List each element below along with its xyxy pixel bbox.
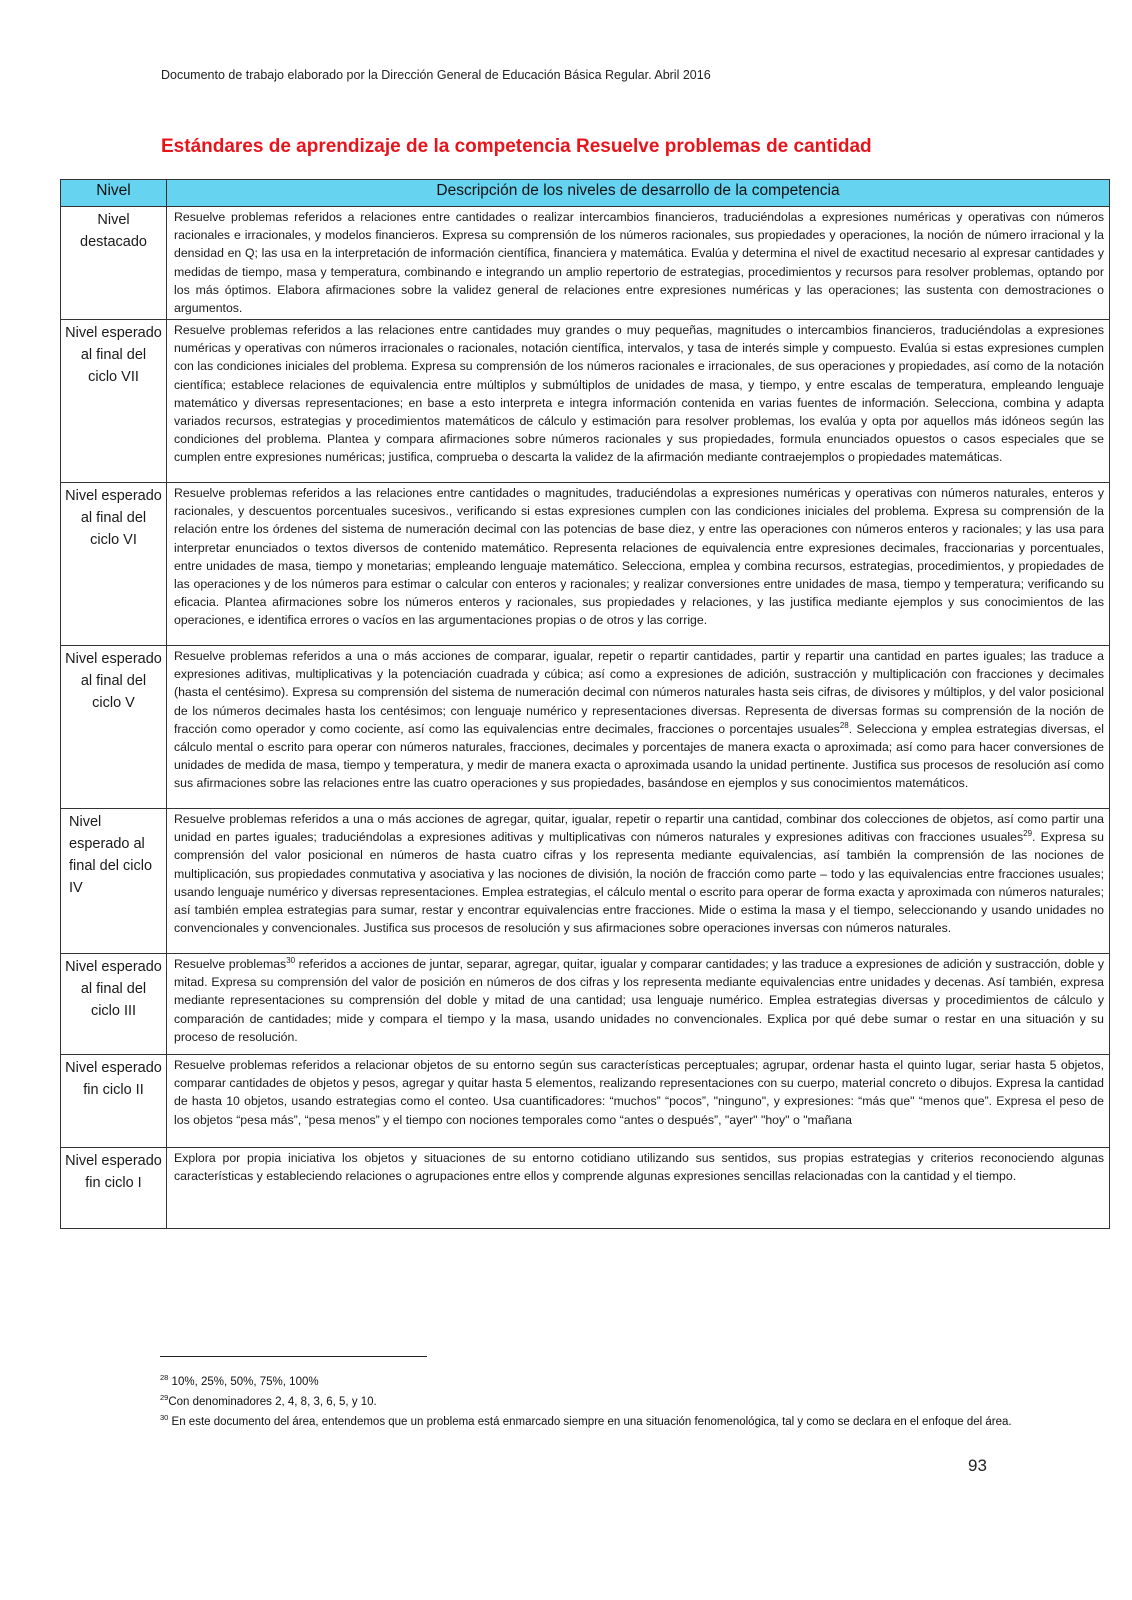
document-header: Documento de trabajo elaborado por la Dirección General de Educación Básica Regular. Abril 2016 xyxy=(161,68,711,82)
footnote-ref[interactable]: 30 xyxy=(286,955,296,965)
table-row xyxy=(61,1148,1110,1229)
footnote xyxy=(160,1390,1020,1410)
footnote-text: Con denominadores 2, 4, 8, 3, 6, 5, y 10. xyxy=(168,1395,377,1408)
page-number: 93 xyxy=(968,1456,987,1475)
table-row xyxy=(61,1055,1110,1148)
description-cell: Explora por propia iniciativa los objetos y situaciones de su entorno cotidiano utilizando sus sentidos, sus propias estrategias y criterios reconociendo algunas características y estableciendo relaciones o agrupaciones entre ellos y comprende algunas expresiones sencillas relacionadas con la cantidad y el tiempo. xyxy=(167,1148,1110,1229)
column-header-description: Descripción de los niveles de desarrollo de la competencia xyxy=(167,180,1110,207)
level-cell: Nivel esperado al final del ciclo V xyxy=(61,646,167,809)
table-row xyxy=(61,483,1110,646)
description-text: . Selecciona y emplea estrategias diversas, el cálculo mental o escrito para operar con números naturales, fracciones, decimales y porcentajes de manera exacta o aproximada; así como para hacer conversiones de unidades de medida de masa, tiempo y temperatura, y medir de manera exacta o aproximada usando la unidad pertinente. Justifica sus procesos de resolución así como sus afirmaciones sobre las relaciones entre las cuatro operaciones y sus propiedades, basándose en ejemplos y sus conocimientos matemáticos. xyxy=(174,721,1105,791)
table-row xyxy=(61,646,1110,809)
description-cell: Resuelve problemas referidos a relaciones entre cantidades o realizar intercambios financieros, traduciéndolas a expresiones numéricas y operativas con números racionales e irracionales, y modelos financieros. Expresa su comprensión de los números racionales, sus propiedades y operaciones, la noción de número irracional y la densidad en Q; las usa en la interpretación de información científica, financiera y matemática. Evalúa y determina el nivel de exactitud necesario al expresar cantidades y medidas de tiempo, masa y temperatura, combinando e integrando un amplio repertorio de estrategias, procedimientos y recursos para resolver problemas, optando por los más óptimos. Elabora afirmaciones sobre la validez general de relaciones entre expresiones numéricas y las operaciones; las sustenta con demostraciones o argumentos. xyxy=(167,207,1110,320)
level-cell: Nivel esperado al final del ciclo VI xyxy=(61,483,167,646)
description-text: . Expresa su comprensión del valor posicional en números de hasta cuatro cifras y los representa mediante equivalencias, así también la comprensión de las nociones de multiplicación, sus propiedades conmutativa y asociativa y las nociones de división, la noción de fracción como parte – todo y las equivalencias entre fracciones usuales; usando lenguaje numérico y diversas representaciones. Emplea estrategias, el cálculo mental o escrito para operar de forma exacta y aproximada con números naturales; así también emplea estrategias para sumar, restar y encontrar equivalencias entre fracciones. Mide o estima la masa y el tiempo, seleccionando y usando unidades no convencionales y convencionales. Justifica sus procesos de resolución y sus afirmaciones sobre operaciones inversas con números naturales. xyxy=(174,830,1104,936)
column-header-level: Nivel xyxy=(61,180,167,207)
description-cell xyxy=(167,646,1110,809)
standards-table xyxy=(60,179,1110,1229)
footnote xyxy=(160,1410,1020,1430)
level-cell: Nivel esperado al final del ciclo VII xyxy=(61,320,167,483)
description-cell: Resuelve problemas referidos a las relaciones entre cantidades o magnitudes, traduciéndolas a expresiones numéricas y operativas con números naturales, enteros y racionales, y descuentos porcentuales sucesivos., verificando si estas expresiones cumplen con las condiciones iniciales del problema. Expresa su comprensión de la relación entre los órdenes del sistema de numeración decimal con las potencias de base diez, y entre las operaciones con números enteros y racionales; y las usa para interpretar enunciados o textos diversos de contenido matemático. Representa relaciones de equivalencia entre expresiones decimales, fraccionarias y porcentuales, entre unidades de masa, tiempo y monetarias; empleando lenguaje matemático. Selecciona, emplea y combina recursos, estrategias, procedimientos, y propiedades de las operaciones y de los números para estimar o calcular con enteros y racionales; y realizar conversiones entre unidades de masa, tiempo y temperatura; verificando su eficacia. Plantea afirmaciones sobre los números enteros y racionales, sus propiedades y relaciones, y las justifica mediante ejemplos y sus conocimientos de las operaciones, e identifica errores o vacíos en las argumentaciones propias o de otros y las corrige. xyxy=(167,483,1110,646)
description-text: Resuelve problemas xyxy=(174,957,287,971)
description-text: referidos a acciones de juntar, separar, agregar, quitar, igualar y comparar cantidades; y las traduce a expresiones de adición y sustracción, doble y mitad. Expresa su comprensión del valor de posición en números de dos cifras y los representa mediante equivalencias entre unidades y decenas. Así también, expresa mediante representaciones su comprensión del doble y mitad de una cantidad; usa lenguaje numérico. Emplea estrategias diversas y procedimientos de cálculo y comparación de cantidades; mide y compara el tiempo y la masa, usando unidades no convencionales. Explica por qué debe sumar o restar en una situación y su proceso de resolución. xyxy=(174,957,1104,1044)
level-cell: Nivel esperado al final del ciclo IV xyxy=(61,809,167,954)
description-cell: Resuelve problemas referidos a relacionar objetos de su entorno según sus características perceptuales; agrupar, ordenar hasta el quinto lugar, seriar hasta 5 objetos, comparar cantidades de objetos y pesos, agregar y quitar hasta 5 elementos, realizando representaciones con su cuerpo, material concreto o dibujos. Expresa la cantidad de hasta 10 objetos, usando estrategias como el conteo. Usa cuantificadores: “muchos” “pocos”, "ninguno", y expresiones: “más que" “menos que”. Expresa el peso de los objetos “pesa más”, “pesa menos” y el tiempo con nociones temporales como “antes o después”, "ayer" "hoy" o "mañana xyxy=(167,1055,1110,1148)
footnotes xyxy=(160,1370,1020,1429)
footnote-text: En este documento del área, entendemos que un problema está enmarcado siempre en una situación fenomenológica, tal y como se declara en el enfoque del área. xyxy=(168,1415,1012,1428)
table-header-row xyxy=(61,180,1110,207)
page-title: Estándares de aprendizaje de la competencia Resuelve problemas de cantidad xyxy=(161,136,872,157)
level-cell: Nivel destacado xyxy=(61,207,167,320)
footnote-number: 29 xyxy=(160,1392,169,1402)
table-row xyxy=(61,954,1110,1055)
footnote-number: 30 xyxy=(160,1412,169,1422)
description-cell: Resuelve problemas referidos a las relaciones entre cantidades muy grandes o muy pequeñas, magnitudes o intercambios financieros, traduciéndolas a expresiones numéricas y operativas con números irracionales o racionales, notación científica, intervalos, y tasa de interés simple y compuesto. Evalúa si estas expresiones cumplen con las condiciones iniciales del problema. Expresa su comprensión de los números racionales e irracionales, de sus operaciones y propiedades, así como de la notación científica; establece relaciones de equivalencia entre múltiplos y submúltiplos de unidades de masa, y tiempo, y entre escalas de temperatura, empleando lenguaje matemático y diversas representaciones; en base a esto interpreta e integra información contenida en varias fuentes de información. Selecciona, combina y adapta variados recursos, estrategias y procedimientos matemáticos de cálculo y estimación para resolver problemas, los evalúa y opta por aquellos más idóneos según las condiciones del problema. Plantea y compara afirmaciones sobre números racionales y sus propiedades, formula enunciados opuestos o casos especiales que se cumplen entre expresiones numéricas; justifica, comprueba o descarta la validez de la afirmación mediante contraejemplos o propiedades matemáticas. xyxy=(167,320,1110,483)
level-cell: Nivel esperado fin ciclo II xyxy=(61,1055,167,1148)
table-row xyxy=(61,207,1110,320)
footnote xyxy=(160,1370,1020,1390)
footnote-text: 10%, 25%, 50%, 75%, 100% xyxy=(171,1375,319,1388)
description-cell xyxy=(167,954,1110,1055)
description-text: Resuelve problemas referidos a una o más acciones de comparar, igualar, repetir o repartir cantidades, partir y repartir una cantidad en partes iguales; las traduce a expresiones aditivas, multiplicativas y la potenciación cuadrada y cúbica; así como a expresiones de adición, sustracción y multiplicación con fracciones y decimales (hasta el centésimo). Expresa su comprensión del sistema de numeración decimal con números naturales hasta seis cifras, de divisores y múltiplos, y del valor posicional de los números decimales hasta los centésimos; con lenguaje numérico y representaciones diversas. Representa de diversas formas su comprensión de la noción de fracción como operador y como cociente, así como las equivalencias entre decimales, fracciones o porcentajes usuales xyxy=(174,649,1104,736)
level-cell: Nivel esperado fin ciclo I xyxy=(61,1148,167,1229)
footnote-separator xyxy=(160,1356,427,1357)
level-cell: Nivel esperado al final del ciclo III xyxy=(61,954,167,1055)
footnote-number: 28 xyxy=(160,1373,169,1382)
description-text: Resuelve problemas referidos a una o más acciones de agregar, quitar, igualar, repetir o repartir una cantidad, combinar dos colecciones de objetos, así como partir una unidad en partes iguales; traduciéndolas a expresiones aditivas y multiplicativas con números naturales y expresiones aditivas con fracciones usuales xyxy=(174,812,1104,845)
footnote-ref[interactable]: 29 xyxy=(1023,829,1033,839)
description-cell xyxy=(167,809,1110,954)
table-row xyxy=(61,809,1110,954)
table-row xyxy=(61,320,1110,483)
footnote-ref[interactable]: 28 xyxy=(839,720,849,730)
